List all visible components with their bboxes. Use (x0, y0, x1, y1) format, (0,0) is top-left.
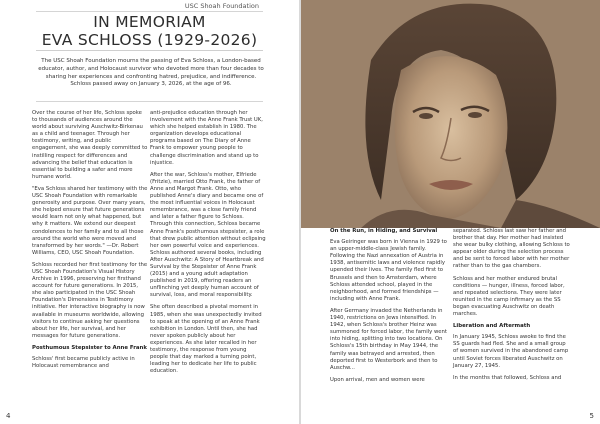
page-number-right: 5 (589, 412, 594, 420)
title-line-2: EVA SCHLOSS (1929-2026) (41, 31, 258, 49)
paragraph: separated. Schloss last saw her father and brother that day. Her mother had insisted she wear bulky clothing, allowing Schloss to appear older during the selection process and be sent to forced labor with her mother rather than to the gas chambers. (453, 228, 570, 270)
page-number-left: 4 (6, 412, 11, 420)
paragraph: Over the course of her life, Schloss spoke to thousands of audiences around the world about surviving Auschwitz-Birkenau as a child and teenager. Through her testimony, writing, and public engagement, she was deeply committed to instilling respect for differences and advancing the belief that education is essential to building a safer and more humane world. (32, 110, 148, 180)
title-line-1: IN MEMORIAM (93, 13, 206, 31)
organization-label: USC Shoah Foundation (184, 2, 259, 10)
paragraph: anti-prejudice education through her involvement with the Anne Frank Trust UK, which she helped establish in 1980. The organization develops educational programs based on The Diary of Anne Frank to empower young people to challenge discrimination and stand up to injustice. (150, 110, 263, 166)
left-page (0, 0, 299, 424)
portrait-image (301, 0, 600, 228)
right-column-1 (330, 228, 448, 389)
section-heading: On the Run, in Hiding, and Survival (330, 228, 438, 234)
intro-rule (36, 101, 263, 102)
paragraph: Schloss recorded her first testimony for the USC Shoah Foundation's Visual History Archive in 1996, preserving her firsthand account for future generations. In 2015, she also participated in the USC Shoah Foundation's Dimensions in Testimony initiative. Her interactive biography is now available in museums worldwide, allowing visitors to continue asking her questions about her life, her survival, and her messages for future generations. (32, 261, 148, 339)
paragraph: After the war, Schloss's mother, Elfriede (Fritzie), married Otto Frank, the father of Anne and Margot Frank. Otto, who published Anne's diary and became one of the most influential voices in Holocaust remembrance, was a close family friend and later a father figure to Schloss. Through this connection, Schloss became Anne Frank's posthumous stepsister, a role that drew public attention without eclipsing her own powerful voice and experiences. Schloss authored several books, including After Auschwitz: A Story of Heartbreak and Survival by the Stepsister of Anne Frank (2015) and a young adult adaptation published in 2019, offering readers an unflinching yet deeply human account of survival, loss, and moral responsibility. (150, 171, 266, 299)
right-page (301, 0, 600, 424)
paragraph: In the months that followed, Schloss and (453, 374, 562, 381)
title-rule (36, 50, 263, 51)
left-column-1 (32, 110, 148, 375)
section-heading: Liberation and Aftermath (453, 323, 531, 330)
portrait-photo (301, 0, 600, 228)
intro-paragraph: The USC Shoah Foundation mourns the passing of Eva Schloss, a London-based educator, author, and Holocaust survivor who devoted more than four decades to sharing her experiences and confronting hatred, prejudice, and indifference. Schloss passed away on January 3, 2026, at the age of 96. (38, 58, 264, 88)
paragraph: In January 1945, Schloss awoke to find the SS guards had fled. She and a small group of women survived in the abandoned camp until Soviet forces liberated Auschwitz on January 27, 1945. (453, 334, 569, 369)
section-heading: Posthumous Stepsister to Anne Frank (32, 344, 147, 351)
right-column-2 (453, 228, 571, 387)
paragraph: Schloss' first became publicly active in Holocaust remembrance and (32, 356, 135, 370)
page-title (0, 13, 299, 49)
left-column-2 (150, 110, 266, 380)
paragraph: Upon arrival, men and women were (330, 376, 425, 383)
paragraph: Eva Geiringer was born in Vienna in 1929 to an upper-middle-class Jewish family. Following the Nazi annexation of Austria in 1938, antisemitic laws and violence rapidly upended their lives. The family fled first to Brussels and then to Amsterdam, where Schloss attended school, played in the neighborhood, and formed friendships — including with Anne Frank. (330, 239, 447, 302)
paragraph: After Germany invaded the Netherlands in 1940, restrictions on Jews intensified. In 1942, when Schloss's brother Heinz was summoned for forced labor, the family went into hiding, splitting into two locations. On Schloss's 15th birthday in May 1944, the family was betrayed and arrested, then deported first to Westerbork and then to Auschw... (330, 307, 447, 371)
paragraph: Schloss and her mother endured brutal conditions — hunger, illness, forced labor, and repeated selections. They were later reunited in the camp infirmary as the SS began evacuating Auschwitz on death marches. (453, 275, 565, 318)
paragraph: She often described a pivotal moment in 1985, when she was unexpectedly invited to speak at the opening of an Anne Frank exhibition in London. Until then, she had never spoken publicly about her experiences. As she later recalled in her testimony, the response from young people that day marked a turning point, leading her to dedicate her life to public education. (150, 304, 262, 375)
quote-paragraph: "Eva Schloss shared her testimony with the USC Shoah Foundation with remarkable generosity and purpose. Over many years, she helped ensure that future generations would learn not only what happened, but why it matters. We extend our deepest condolences to her family and to all those around the world who were moved and transformed by her words." —Dr. Robert Williams, CEO, USC Shoah Foundation. (32, 185, 148, 256)
header-rule (36, 11, 263, 12)
